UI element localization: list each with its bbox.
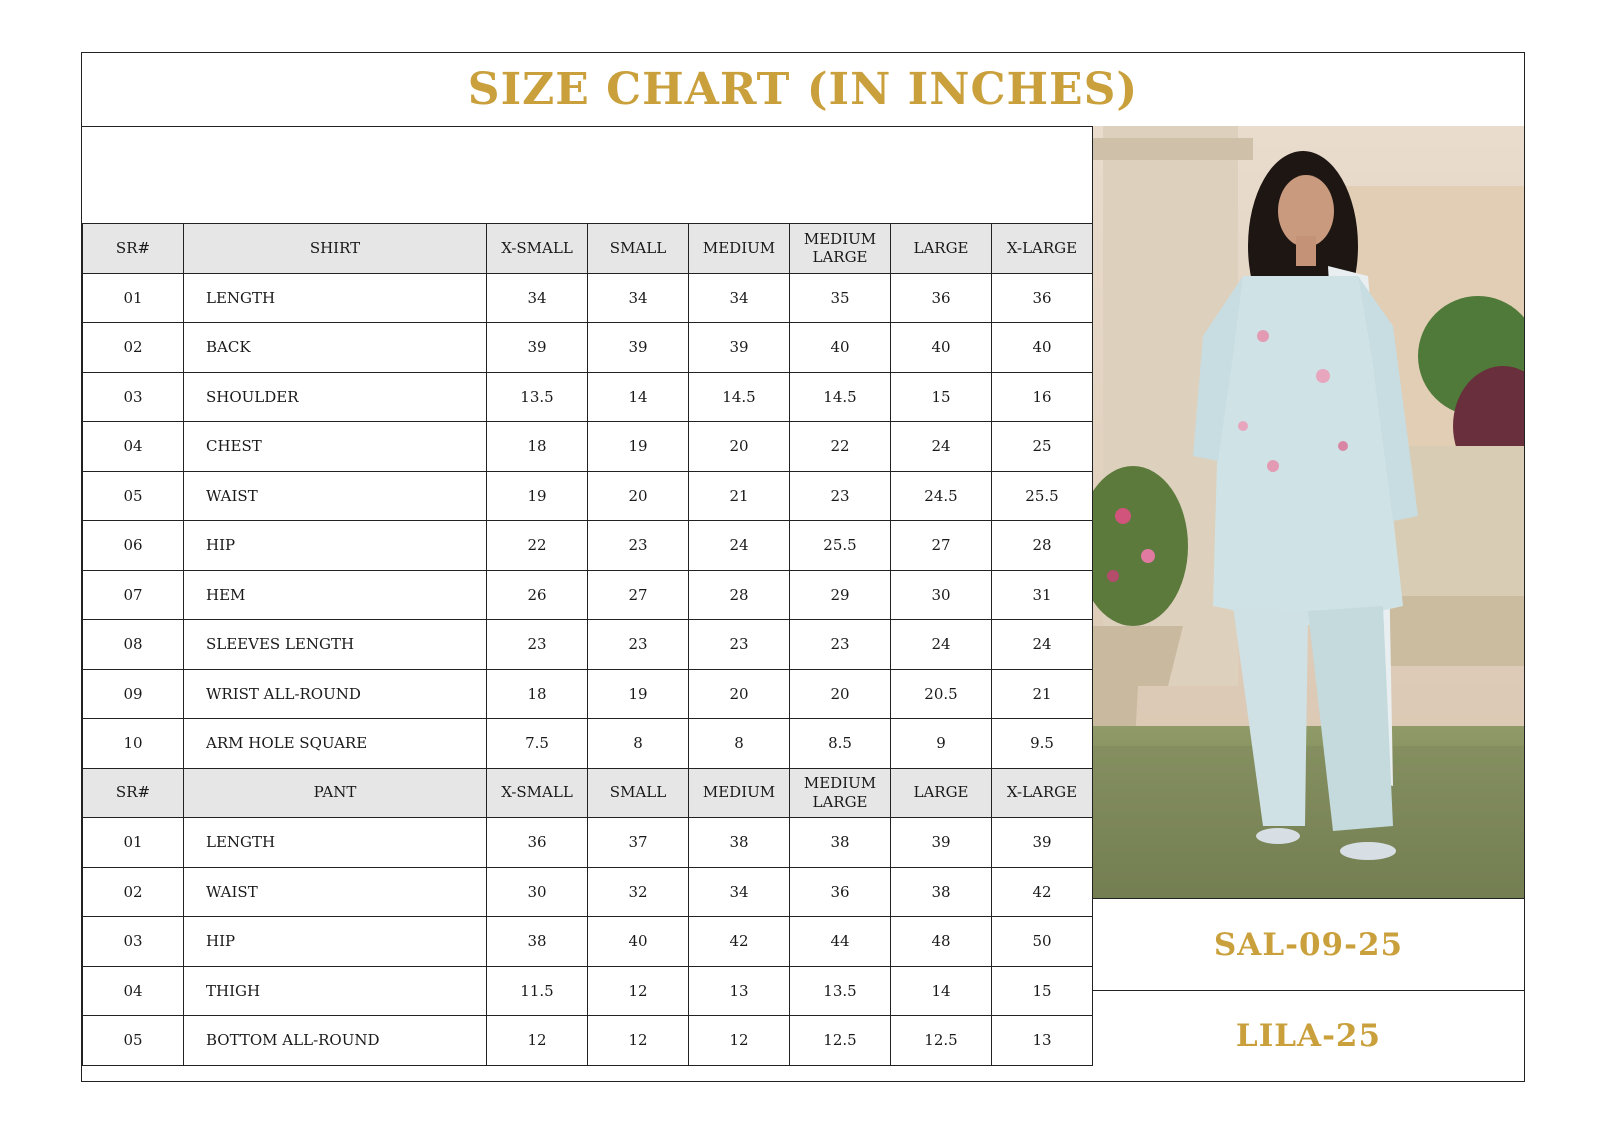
measurement-value: 26	[487, 570, 588, 620]
row-number: 04	[83, 966, 184, 1016]
measurement-value: 40	[992, 323, 1093, 373]
measurement-value: 38	[891, 867, 992, 917]
measurement-value: 34	[689, 867, 790, 917]
measurement-name: ARM HOLE SQUARE	[184, 719, 487, 769]
measurement-value: 42	[992, 867, 1093, 917]
measurement-value: 39	[689, 323, 790, 373]
table-row	[83, 620, 1093, 670]
measurement-value: 23	[588, 521, 689, 571]
table-row	[83, 422, 1093, 472]
product-code-1: SAL-09-25	[1213, 926, 1404, 963]
measurement-value: 30	[487, 867, 588, 917]
measurement-name: HEM	[184, 570, 487, 620]
pant-name-header: PANT	[184, 768, 487, 818]
measurement-value: 39	[487, 323, 588, 373]
measurement-value: 31	[992, 570, 1093, 620]
measurement-value: 36	[487, 818, 588, 868]
measurement-value: 27	[588, 570, 689, 620]
row-number: 03	[83, 372, 184, 422]
measurement-value: 18	[487, 422, 588, 472]
size-table-body	[83, 224, 1093, 1066]
measurement-value: 23	[790, 471, 891, 521]
measurement-name: HIP	[184, 521, 487, 571]
product-code-2: LILA-25	[1235, 1018, 1382, 1054]
measurement-value: 13.5	[790, 966, 891, 1016]
product-code-box-1	[1093, 898, 1524, 990]
model-photo-image	[1093, 126, 1524, 898]
measurement-value: 19	[588, 669, 689, 719]
measurement-value: 37	[588, 818, 689, 868]
size-column-header: MEDIUM	[689, 768, 790, 818]
measurement-value: 20.5	[891, 669, 992, 719]
size-column-header: X-SMALL	[487, 224, 588, 274]
table-row	[83, 966, 1093, 1016]
measurement-value: 25.5	[790, 521, 891, 571]
measurement-name: CHEST	[184, 422, 487, 472]
measurement-value: 14.5	[689, 372, 790, 422]
measurement-value: 32	[588, 867, 689, 917]
measurement-name: BOTTOM ALL-ROUND	[184, 1016, 487, 1066]
size-column-header: SMALL	[588, 224, 689, 274]
measurement-value: 38	[487, 917, 588, 967]
size-column-header: LARGE	[891, 768, 992, 818]
page-title: SIZE CHART (IN INCHES)	[467, 64, 1139, 115]
size-column-header: LARGE	[891, 224, 992, 274]
size-column-header: MEDIUM	[689, 224, 790, 274]
row-number: 03	[83, 917, 184, 967]
measurement-value: 24	[891, 422, 992, 472]
size-chart-sheet	[81, 52, 1525, 1082]
measurement-value: 12	[487, 1016, 588, 1066]
measurement-value: 22	[487, 521, 588, 571]
row-number: 05	[83, 471, 184, 521]
measurement-name: WAIST	[184, 471, 487, 521]
measurement-value: 39	[891, 818, 992, 868]
measurement-name: SHOULDER	[184, 372, 487, 422]
row-number: 10	[83, 719, 184, 769]
measurement-value: 14	[891, 966, 992, 1016]
table-row	[83, 471, 1093, 521]
measurement-value: 42	[689, 917, 790, 967]
measurement-value: 8	[588, 719, 689, 769]
row-number: 06	[83, 521, 184, 571]
measurement-value: 8.5	[790, 719, 891, 769]
measurement-value: 36	[992, 273, 1093, 323]
measurement-value: 19	[487, 471, 588, 521]
measurement-value: 38	[790, 818, 891, 868]
blank-header-area	[82, 126, 1093, 223]
measurement-value: 24.5	[891, 471, 992, 521]
measurement-value: 22	[790, 422, 891, 472]
shirt-header-row	[83, 224, 1093, 274]
measurement-value: 30	[891, 570, 992, 620]
product-code-box-2	[1093, 990, 1524, 1081]
size-table	[82, 223, 1093, 1066]
measurement-value: 23	[487, 620, 588, 670]
measurement-value: 34	[487, 273, 588, 323]
measurement-value: 29	[790, 570, 891, 620]
model-photo	[1093, 126, 1524, 898]
size-column-header: SMALL	[588, 768, 689, 818]
measurement-value: 50	[992, 917, 1093, 967]
measurement-value: 25.5	[992, 471, 1093, 521]
measurement-value: 24	[891, 620, 992, 670]
measurement-value: 21	[992, 669, 1093, 719]
shirt-name-header: SHIRT	[184, 224, 487, 274]
measurement-value: 21	[689, 471, 790, 521]
measurement-value: 20	[588, 471, 689, 521]
measurement-value: 7.5	[487, 719, 588, 769]
measurement-value: 40	[588, 917, 689, 967]
measurement-value: 48	[891, 917, 992, 967]
row-number: 04	[83, 422, 184, 472]
size-column-header: X-SMALL	[487, 768, 588, 818]
table-row	[83, 521, 1093, 571]
measurement-value: 34	[588, 273, 689, 323]
measurement-name: WAIST	[184, 867, 487, 917]
measurement-name: SLEEVES LENGTH	[184, 620, 487, 670]
table-row	[83, 1016, 1093, 1066]
pant-sr-header: SR#	[83, 768, 184, 818]
measurement-value: 12.5	[891, 1016, 992, 1066]
measurement-value: 15	[992, 966, 1093, 1016]
measurement-name: BACK	[184, 323, 487, 373]
measurement-value: 14	[588, 372, 689, 422]
measurement-value: 12	[689, 1016, 790, 1066]
measurement-value: 23	[689, 620, 790, 670]
table-row	[83, 273, 1093, 323]
measurement-name: THIGH	[184, 966, 487, 1016]
measurement-name: LENGTH	[184, 818, 487, 868]
row-number: 01	[83, 273, 184, 323]
measurement-value: 36	[891, 273, 992, 323]
measurement-name: LENGTH	[184, 273, 487, 323]
row-number: 02	[83, 867, 184, 917]
measurement-value: 24	[992, 620, 1093, 670]
row-number: 07	[83, 570, 184, 620]
size-column-header: X-LARGE	[992, 768, 1093, 818]
shirt-sr-header: SR#	[83, 224, 184, 274]
measurement-value: 36	[790, 867, 891, 917]
row-number: 08	[83, 620, 184, 670]
measurement-value: 18	[487, 669, 588, 719]
table-row	[83, 719, 1093, 769]
size-column-header: X-LARGE	[992, 224, 1093, 274]
measurement-name: WRIST ALL-ROUND	[184, 669, 487, 719]
measurement-value: 38	[689, 818, 790, 868]
measurement-value: 39	[992, 818, 1093, 868]
measurement-value: 8	[689, 719, 790, 769]
measurement-value: 24	[689, 521, 790, 571]
size-column-header: MEDIUM LARGE	[790, 224, 891, 274]
measurement-value: 40	[891, 323, 992, 373]
measurement-value: 14.5	[790, 372, 891, 422]
measurement-value: 34	[689, 273, 790, 323]
row-number: 01	[83, 818, 184, 868]
measurement-value: 20	[790, 669, 891, 719]
measurement-value: 12	[588, 966, 689, 1016]
measurement-value: 35	[790, 273, 891, 323]
measurement-value: 44	[790, 917, 891, 967]
title-bar	[82, 53, 1524, 127]
table-row	[83, 669, 1093, 719]
measurement-value: 28	[689, 570, 790, 620]
measurement-value: 23	[588, 620, 689, 670]
row-number: 09	[83, 669, 184, 719]
measurement-value: 9.5	[992, 719, 1093, 769]
measurement-value: 39	[588, 323, 689, 373]
table-row	[83, 570, 1093, 620]
measurement-value: 16	[992, 372, 1093, 422]
measurement-value: 12	[588, 1016, 689, 1066]
measurement-value: 23	[790, 620, 891, 670]
table-row	[83, 818, 1093, 868]
measurement-value: 20	[689, 422, 790, 472]
table-row	[83, 323, 1093, 373]
table-row	[83, 867, 1093, 917]
measurement-value: 13	[689, 966, 790, 1016]
measurement-value: 11.5	[487, 966, 588, 1016]
measurement-value: 25	[992, 422, 1093, 472]
measurement-value: 19	[588, 422, 689, 472]
measurement-name: HIP	[184, 917, 487, 967]
measurement-value: 40	[790, 323, 891, 373]
measurement-value: 20	[689, 669, 790, 719]
measurement-value: 12.5	[790, 1016, 891, 1066]
pant-header-row	[83, 768, 1093, 818]
size-column-header: MEDIUM LARGE	[790, 768, 891, 818]
table-row	[83, 917, 1093, 967]
measurement-value: 15	[891, 372, 992, 422]
measurement-value: 9	[891, 719, 992, 769]
row-number: 02	[83, 323, 184, 373]
measurement-value: 13	[992, 1016, 1093, 1066]
table-row	[83, 372, 1093, 422]
measurement-value: 27	[891, 521, 992, 571]
measurement-value: 28	[992, 521, 1093, 571]
row-number: 05	[83, 1016, 184, 1066]
measurement-value: 13.5	[487, 372, 588, 422]
